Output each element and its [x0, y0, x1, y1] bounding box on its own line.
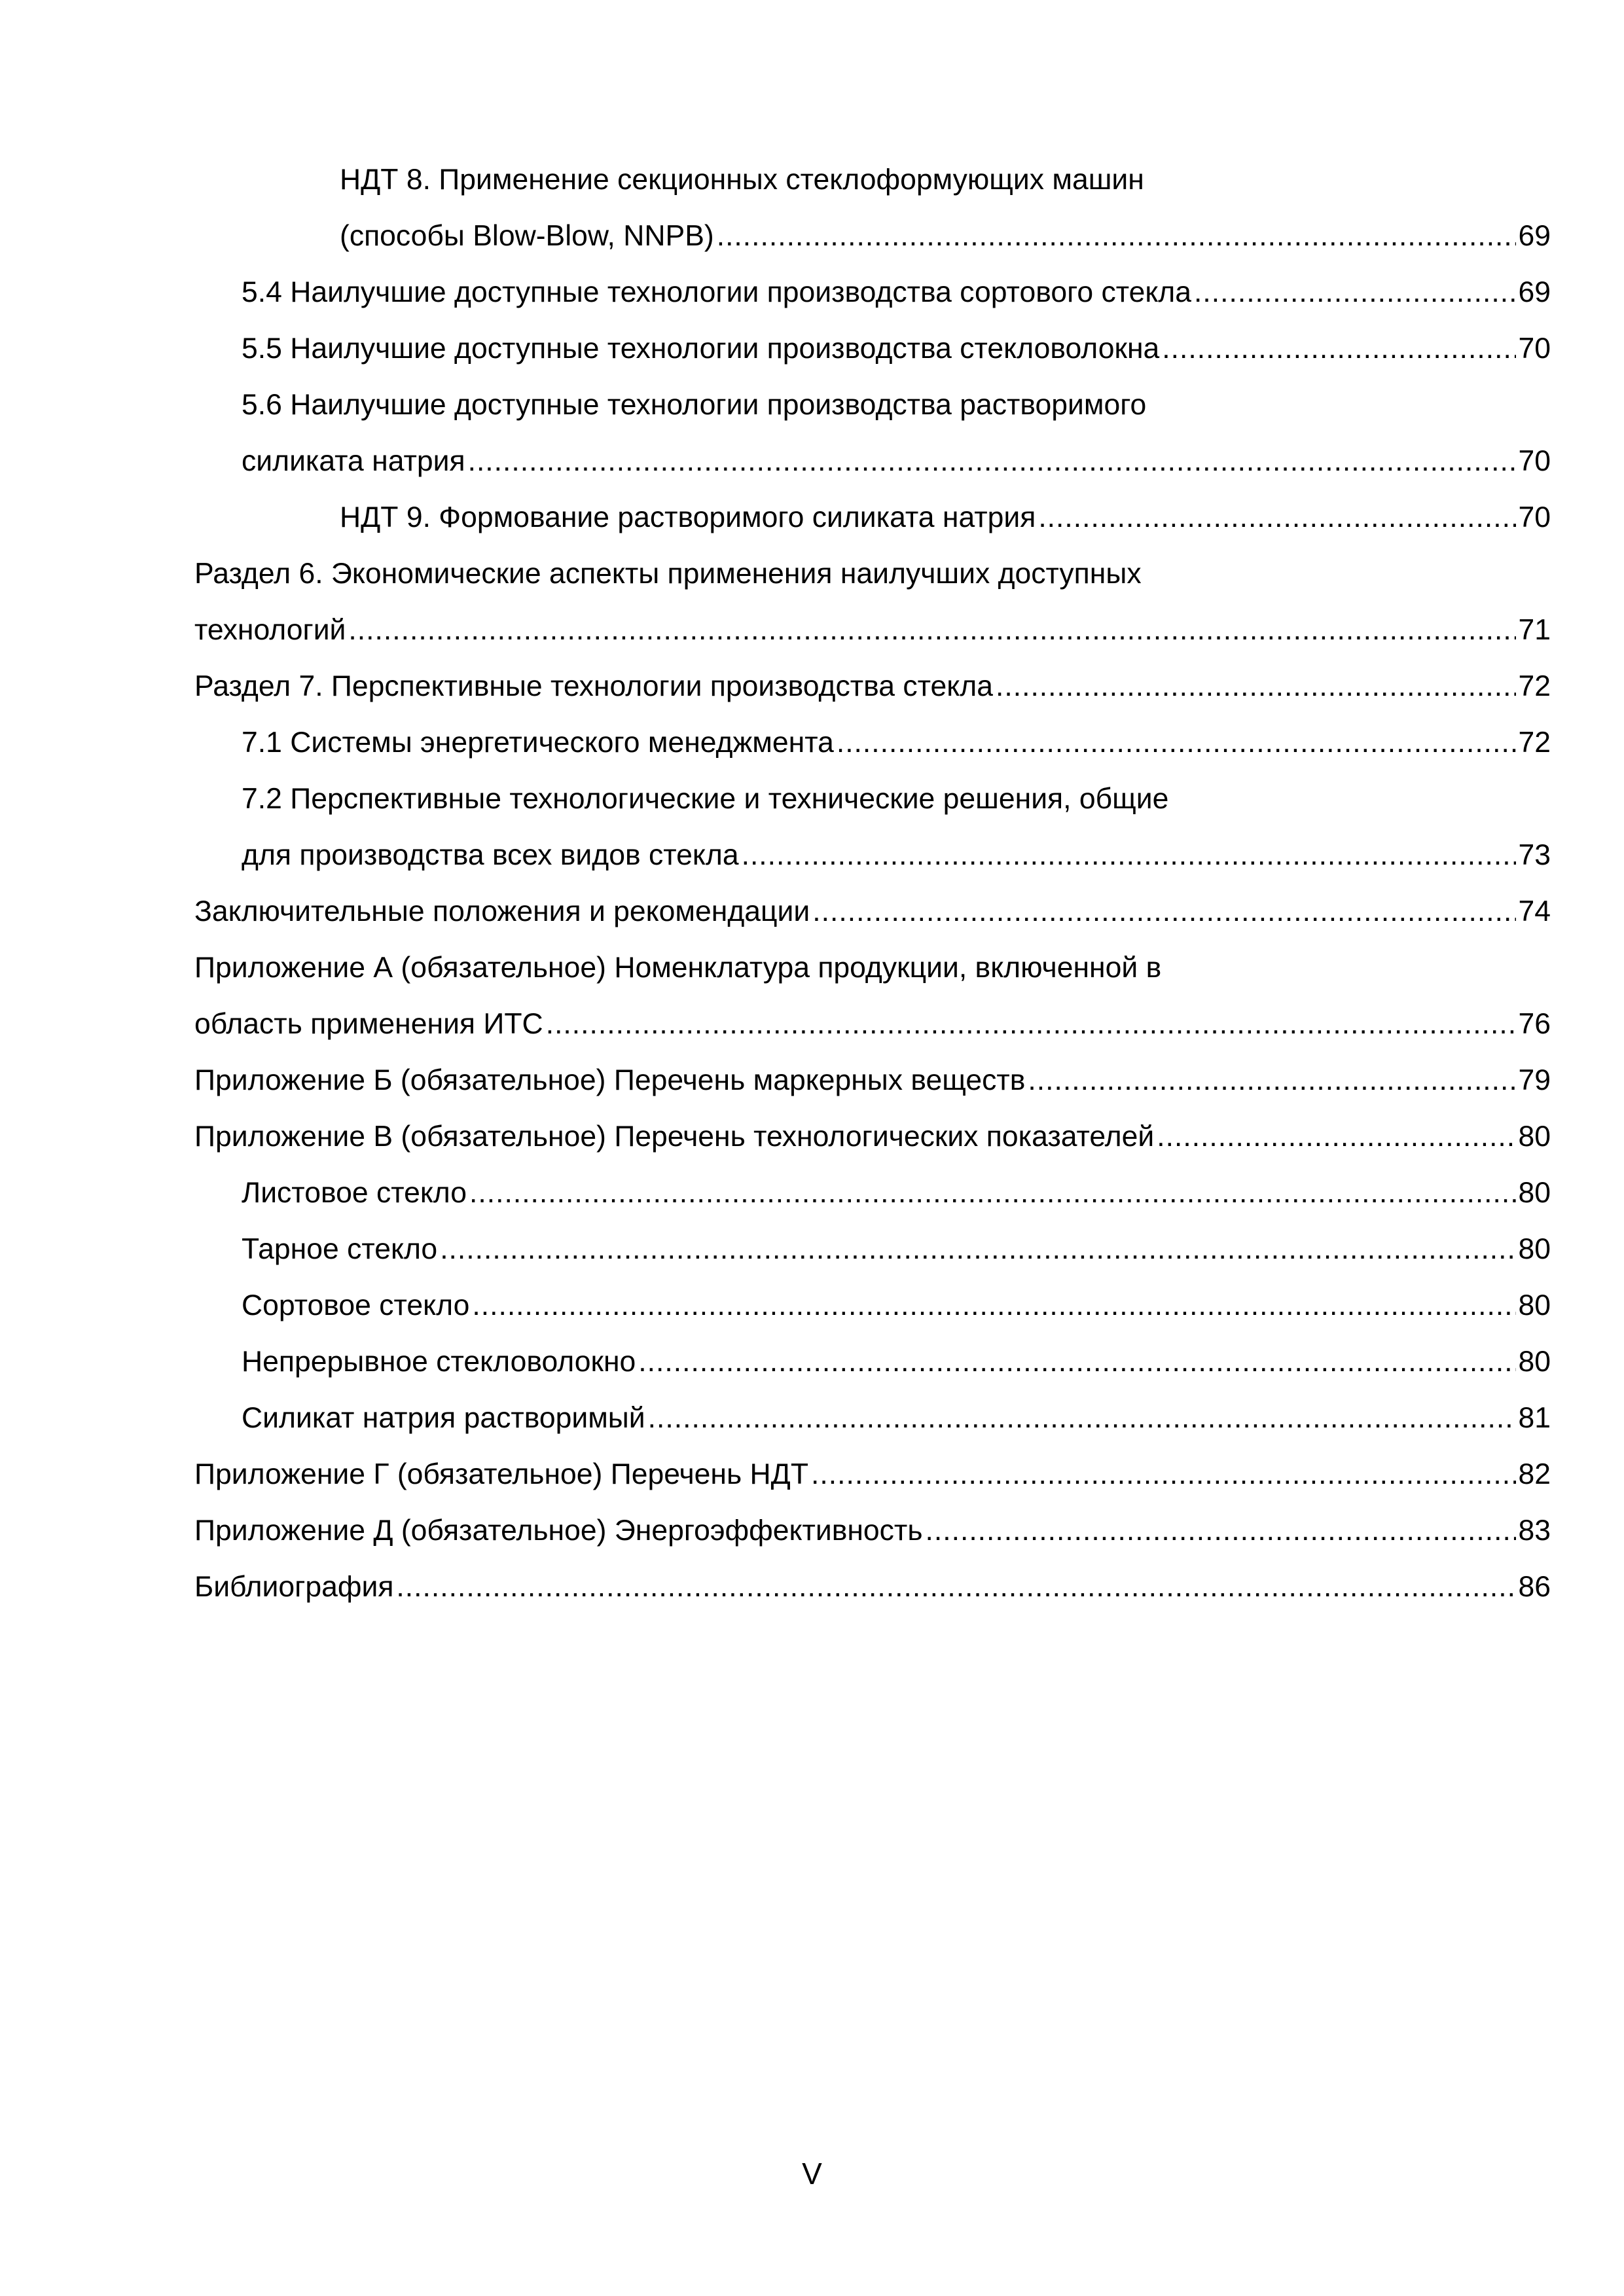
toc-entry-row [242, 1390, 1551, 1446]
dot-leader [396, 1559, 1515, 1615]
toc-entry-title: Приложение Д (обязательное) Энергоэффективность [194, 1515, 923, 1547]
toc-entry-title: область применения ИТС [194, 1008, 543, 1040]
toc-entry-row [242, 433, 1551, 490]
toc-entry-row [242, 715, 1551, 771]
toc-entry-row [340, 208, 1551, 264]
toc-entry-row [194, 996, 1551, 1052]
toc-entry[interactable] [194, 152, 1551, 264]
toc-entry-title: Приложение В (обязательное) Перечень технологических показателей [194, 1121, 1155, 1153]
dot-leader [812, 884, 1515, 940]
toc-entry-page: 70 [1518, 445, 1551, 477]
toc-entry-page: 69 [1518, 220, 1551, 252]
toc-entry-title: силиката натрия [242, 445, 465, 477]
toc-entry-row [242, 1334, 1551, 1390]
toc-entry[interactable] [194, 490, 1551, 546]
toc-entry[interactable] [194, 940, 1551, 1052]
toc-entry-page: 69 [1518, 276, 1551, 308]
toc-entry-page: 76 [1518, 1008, 1551, 1040]
dot-leader [472, 1278, 1515, 1334]
toc-entry[interactable] [194, 321, 1551, 377]
toc-entry-page: 80 [1518, 1289, 1551, 1321]
toc-entry[interactable] [194, 1165, 1551, 1221]
toc-entry[interactable] [194, 1052, 1551, 1109]
toc-entry[interactable] [194, 658, 1551, 715]
dot-leader [348, 602, 1515, 658]
toc-entry-title: Тарное стекло [242, 1233, 438, 1265]
dot-leader [648, 1390, 1516, 1446]
toc-entry-row [242, 827, 1551, 884]
toc-entry-page: 72 [1518, 670, 1551, 702]
toc-entry[interactable] [194, 1278, 1551, 1334]
toc-entry-title: 7.1 Системы энергетического менеджмента [242, 726, 834, 759]
toc-entry-row [194, 602, 1551, 658]
dot-leader [811, 1446, 1516, 1503]
toc-entry-title: Непрерывное стекловолокно [242, 1346, 636, 1378]
toc-entry-title-line1: НДТ 8. Применение секционных стеклоформующих машин [340, 164, 1144, 196]
toc-entry-title: для производства всех видов стекла [242, 839, 739, 871]
dot-leader [469, 1165, 1515, 1221]
dot-leader [468, 433, 1516, 490]
toc-entry-page: 82 [1518, 1458, 1551, 1490]
toc-entry-title: Листовое стекло [242, 1177, 467, 1209]
dot-leader [1038, 490, 1515, 546]
dot-leader [440, 1221, 1515, 1278]
dot-leader [1162, 321, 1515, 377]
dot-leader [1028, 1052, 1515, 1109]
toc-entry-page: 79 [1518, 1064, 1551, 1096]
toc-entry-row [242, 1221, 1551, 1278]
toc-entry-title-line1: 5.6 Наилучшие доступные технологии производства растворимого [242, 389, 1147, 421]
toc-entry-page: 71 [1518, 614, 1551, 646]
toc-entry-title: Раздел 7. Перспективные технологии производства стекла [194, 670, 993, 702]
toc-entry-title: Заключительные положения и рекомендации [194, 895, 810, 927]
toc-entry[interactable] [194, 546, 1551, 658]
toc-entry[interactable] [194, 264, 1551, 321]
toc-entry-title: НДТ 9. Формование растворимого силиката натрия [340, 501, 1036, 533]
dot-leader [742, 827, 1516, 884]
toc-entry-row [194, 1503, 1551, 1559]
toc-entry-row [194, 1109, 1551, 1165]
toc-entry-page: 73 [1518, 839, 1551, 871]
toc-entry-title: Сортовое стекло [242, 1289, 470, 1321]
toc-entry-row [340, 490, 1551, 546]
toc-entry-page: 80 [1518, 1177, 1551, 1209]
toc-entry-page: 83 [1518, 1515, 1551, 1547]
toc-entry-title: 5.4 Наилучшие доступные технологии производства сортового стекла [242, 276, 1192, 308]
toc-entry[interactable] [194, 1446, 1551, 1503]
toc-entry-title: Силикат натрия растворимый [242, 1402, 645, 1434]
toc-entry-page: 81 [1518, 1402, 1551, 1434]
toc-entry[interactable] [194, 1503, 1551, 1559]
dot-leader [546, 996, 1516, 1052]
toc-entry-title-line1: Приложение А (обязательное) Номенклатура продукции, включенной в [194, 952, 1162, 984]
toc-entry-page: 74 [1518, 895, 1551, 927]
toc-entry[interactable] [194, 1390, 1551, 1446]
toc-entry-page: 80 [1518, 1121, 1551, 1153]
toc-entry[interactable] [194, 1334, 1551, 1390]
toc-entry-row [194, 1559, 1551, 1615]
toc-entry-title-line1: Раздел 6. Экономические аспекты применения наилучших доступных [194, 558, 1142, 590]
toc-entry-row [194, 1446, 1551, 1503]
toc-entry[interactable] [194, 884, 1551, 940]
toc-entry[interactable] [194, 1221, 1551, 1278]
toc-entry-page: 72 [1518, 726, 1551, 759]
dot-leader [638, 1334, 1515, 1390]
toc-entry-row [194, 884, 1551, 940]
toc-entry-title: Приложение Г (обязательное) Перечень НДТ [194, 1458, 808, 1490]
toc-entry[interactable] [194, 1109, 1551, 1165]
toc-entry-title-line1: 7.2 Перспективные технологические и технические решения, общие [242, 783, 1169, 815]
toc-entry-page: 86 [1518, 1571, 1551, 1603]
toc-entry-title: технологий [194, 614, 346, 646]
toc-entry-page: 70 [1518, 501, 1551, 533]
toc-entry[interactable] [194, 715, 1551, 771]
toc-entry-title: 5.5 Наилучшие доступные технологии производства стекловолокна [242, 332, 1160, 365]
table-of-contents [194, 152, 1551, 1615]
dot-leader [837, 715, 1516, 771]
dot-leader [996, 658, 1516, 715]
page-number: V [802, 2157, 822, 2191]
toc-entry[interactable] [194, 1559, 1551, 1615]
toc-entry-title: Приложение Б (обязательное) Перечень маркерных веществ [194, 1064, 1026, 1096]
toc-entry-page: 70 [1518, 332, 1551, 365]
toc-entry-row [242, 321, 1551, 377]
toc-entry-row [194, 658, 1551, 715]
toc-entry[interactable] [194, 377, 1551, 490]
toc-entry-row [242, 1165, 1551, 1221]
dot-leader [717, 208, 1516, 264]
toc-entry-title: Библиография [194, 1571, 394, 1603]
toc-entry-page: 80 [1518, 1233, 1551, 1265]
toc-entry-row [242, 264, 1551, 321]
toc-entry[interactable] [194, 771, 1551, 884]
toc-entry-title: (способы Blow-Blow, NNPB) [340, 220, 714, 252]
dot-leader [1194, 264, 1515, 321]
dot-leader [926, 1503, 1516, 1559]
toc-entry-page: 80 [1518, 1346, 1551, 1378]
toc-entry-row [242, 1278, 1551, 1334]
dot-leader [1157, 1109, 1515, 1165]
toc-entry-row [194, 1052, 1551, 1109]
